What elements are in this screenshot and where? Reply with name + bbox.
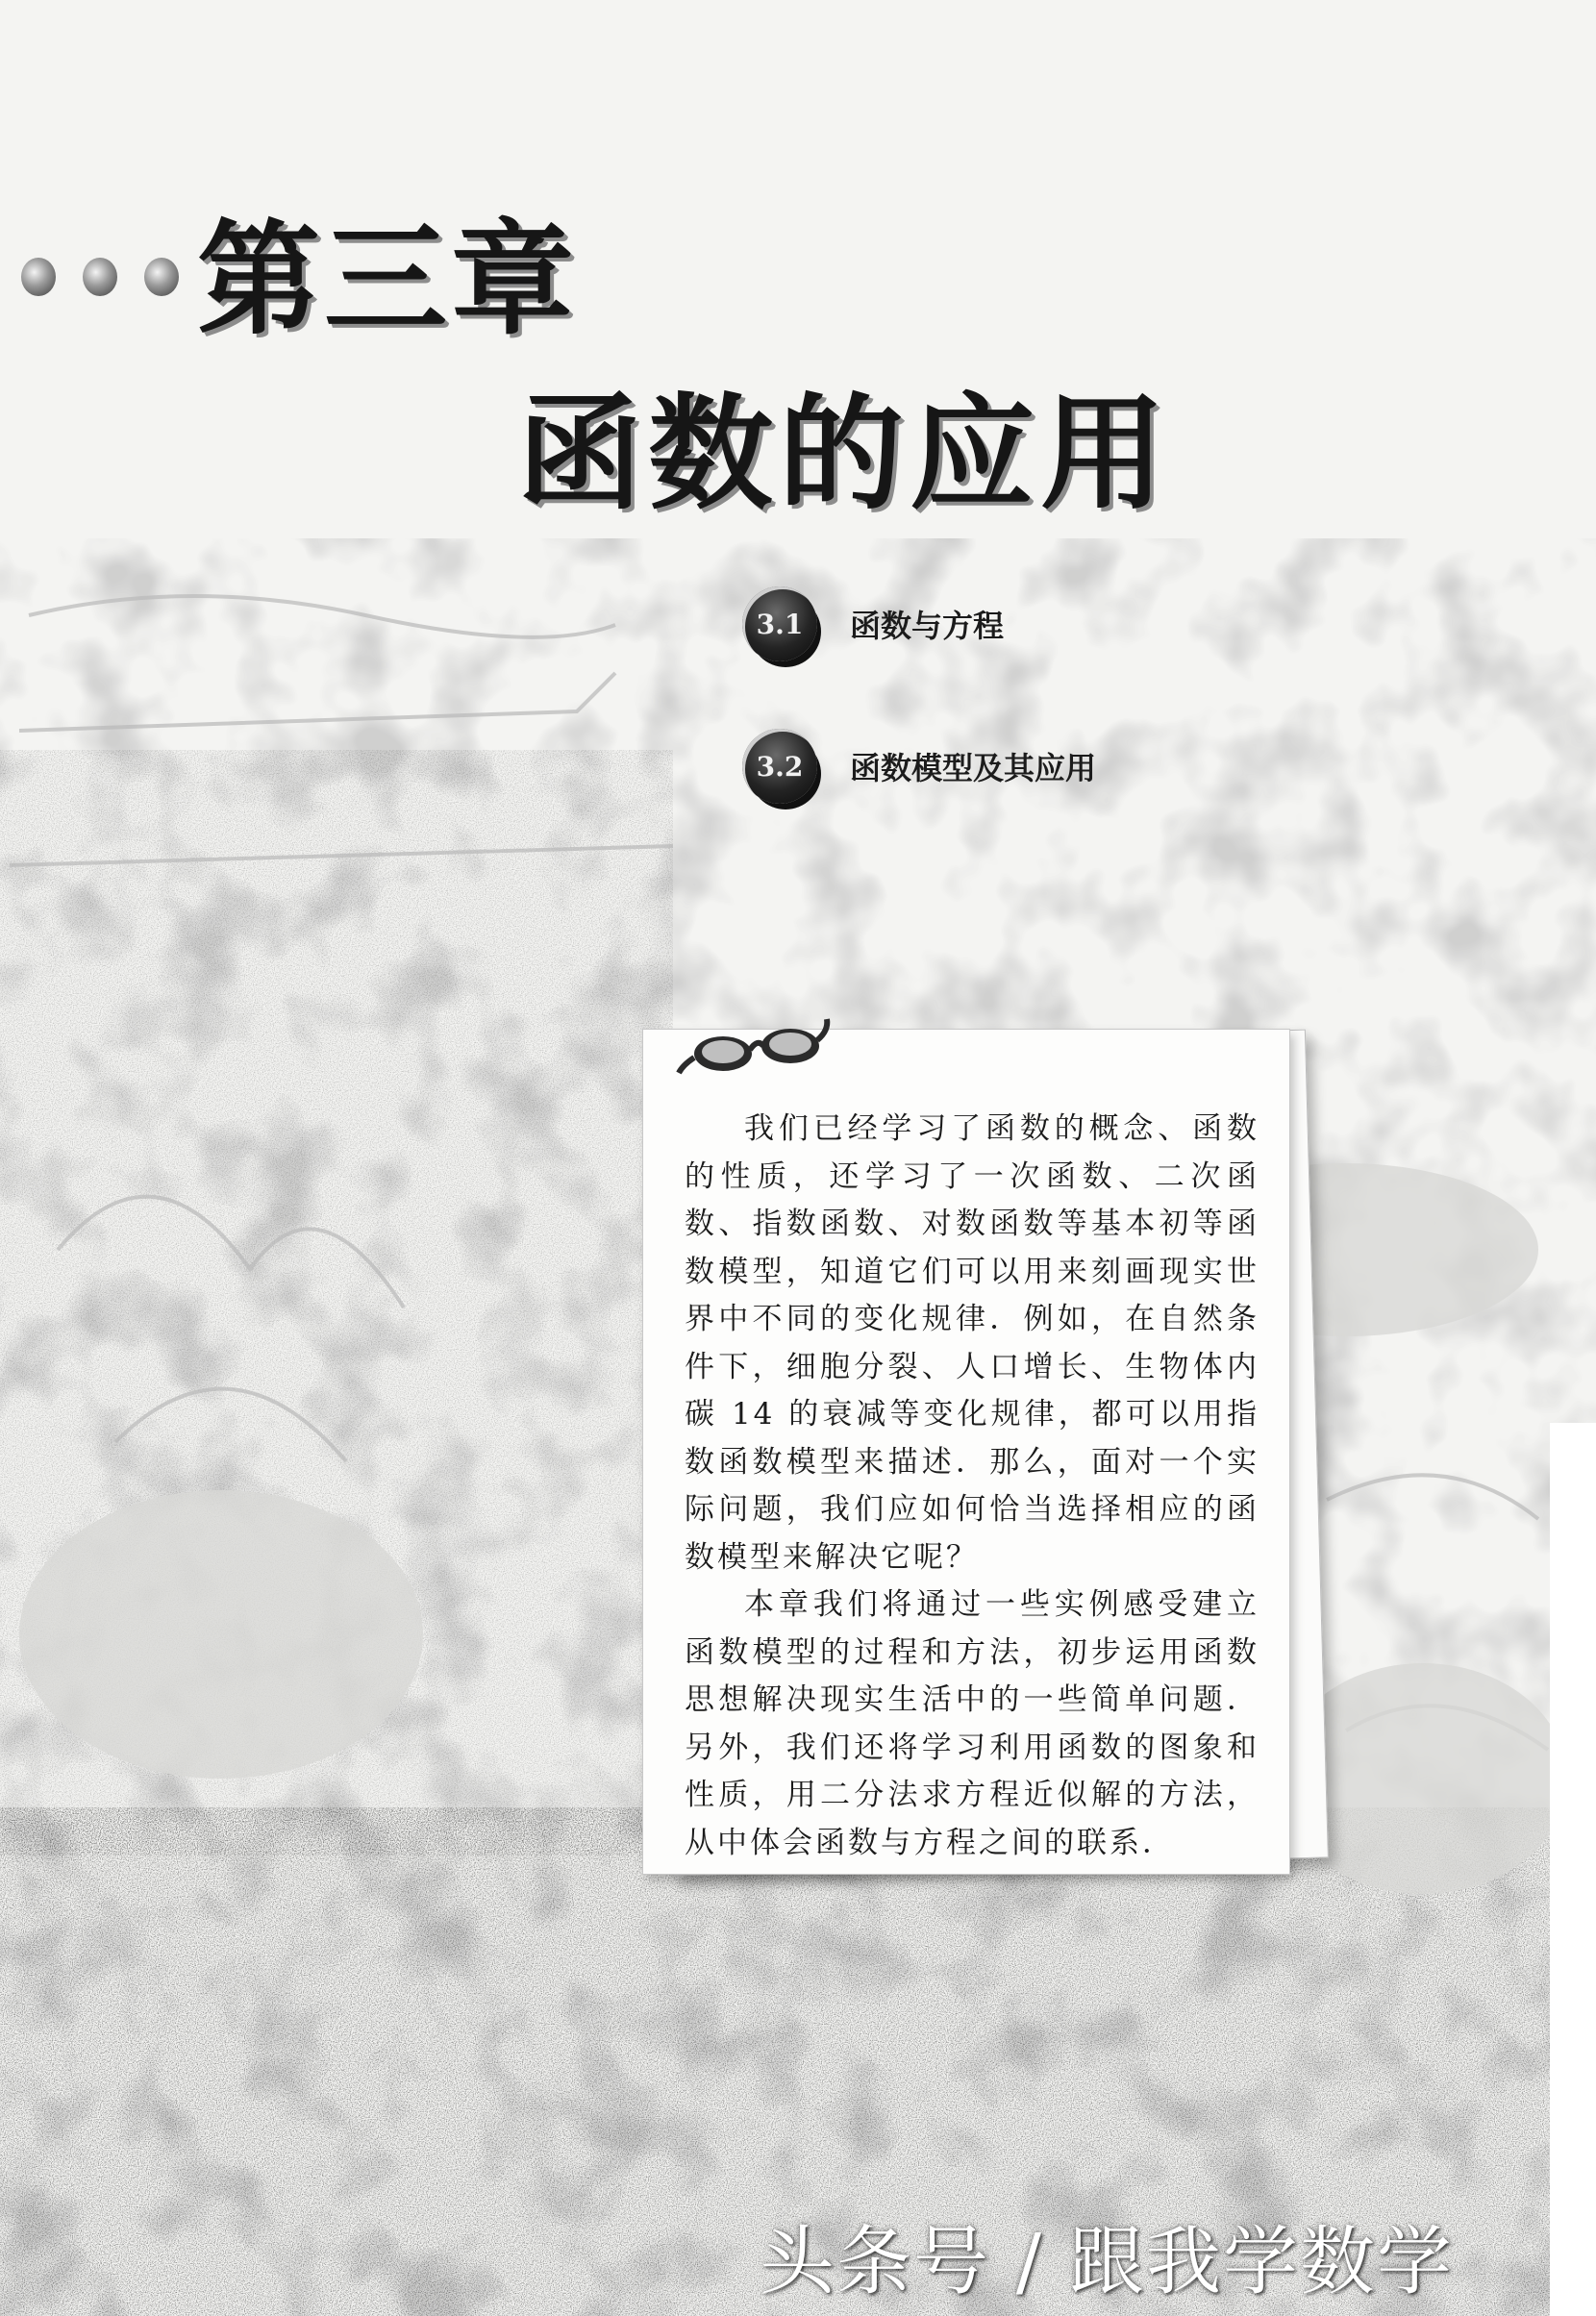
toc-label: 函数与方程 bbox=[850, 608, 1005, 644]
toc-item-3-1[interactable] bbox=[742, 581, 1004, 667]
toc-item-3-2[interactable] bbox=[742, 723, 1096, 809]
section-badge: 3.2 bbox=[742, 729, 817, 804]
glasses-icon bbox=[673, 1011, 836, 1079]
chapter-subtitle: 函数的应用 bbox=[517, 381, 1172, 527]
chapter-title: 第三章 bbox=[197, 209, 579, 352]
intro-paragraph: 我们已经学习了函数的概念、函数的性质，还学习了一次函数、二次函数、指数函数、对数函数等基本初等函数模型，知道它们可以用来刻画现实世界中不同的变化规律．例如，在自然条件下，细胞分裂、人口增长、生物体内碳 14 的衰减等变化规律，都可以用指数函数模型来描述．那么，面对一个实际问题，我们应如何恰当选择相应的函数模型来解决它呢？ bbox=[685, 1111, 1259, 1575]
watermark: 头条号 / 跟我学数学 bbox=[760, 2219, 1454, 2305]
intro-paragraph: 本章我们将通过一些实例感受建立函数模型的过程和方法，初步运用函数思想解决现实生活中的一些简单问题．另外，我们还将学习利用函数的图象和性质，用二分法求方程近似解的方法，从中体会函数与方程之间的联系． bbox=[685, 1587, 1259, 1860]
intro-text bbox=[685, 1106, 1259, 1867]
section-badge: 3.1 bbox=[742, 586, 817, 661]
toc-label: 函数模型及其应用 bbox=[850, 750, 1097, 786]
